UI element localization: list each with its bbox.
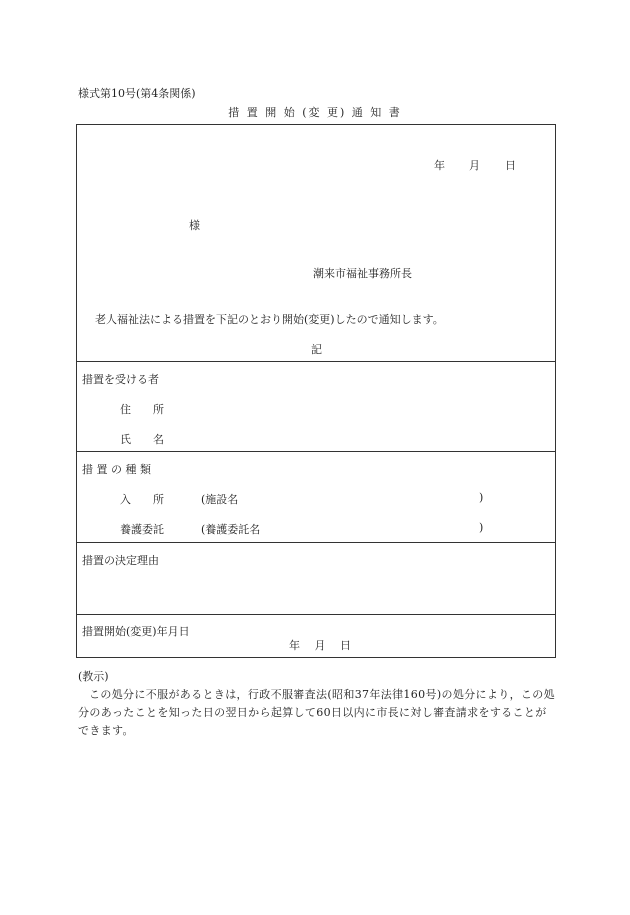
reason-heading: 措置の決定理由	[82, 554, 159, 567]
commission-name-field: (養護委託名	[201, 523, 261, 536]
instruction-heading: (教示)	[78, 670, 109, 683]
admission-label: 入 所	[120, 493, 164, 506]
start-date-heading: 措置開始(変更)年月日	[82, 625, 190, 638]
commission-label: 養護委託	[120, 523, 164, 536]
instruction-body: この処分に不服があるときは，行政不服審査法(昭和37年法律160号)の処分により，この処分のあったことを知った日の翌日から起算して60日以内に市長に対し審査請求をすることができます。	[78, 688, 555, 737]
name-label: 氏 名	[120, 433, 164, 446]
notice-form-frame	[76, 124, 556, 658]
divider	[77, 614, 555, 615]
form-number: 様式第10号(第4条関係)	[78, 87, 196, 100]
addressee-suffix: 様	[189, 219, 200, 232]
date-month-label: 月	[469, 159, 480, 172]
notice-text: 老人福祉法による措置を下記のとおり開始(変更)したので通知します。	[95, 313, 444, 326]
divider	[77, 542, 555, 543]
start-date-value: 年 月 日	[289, 639, 351, 652]
commission-close-paren: )	[479, 521, 484, 534]
date-day-label: 日	[505, 159, 516, 172]
divider	[77, 361, 555, 362]
address-label: 住 所	[120, 403, 164, 416]
type-heading: 措 置 の 種 類	[82, 463, 151, 476]
issuer-name: 潮来市福祉事務所長	[313, 267, 412, 280]
facility-close-paren: )	[479, 491, 484, 504]
date-year-label: 年	[434, 159, 445, 172]
facility-name-field: (施設名	[201, 493, 239, 506]
divider	[77, 451, 555, 452]
ki-label: 記	[311, 343, 322, 356]
document-title: 措 置 開 始 (変 更) 通 知 書	[228, 106, 402, 119]
person-heading: 措置を受ける者	[82, 373, 159, 386]
